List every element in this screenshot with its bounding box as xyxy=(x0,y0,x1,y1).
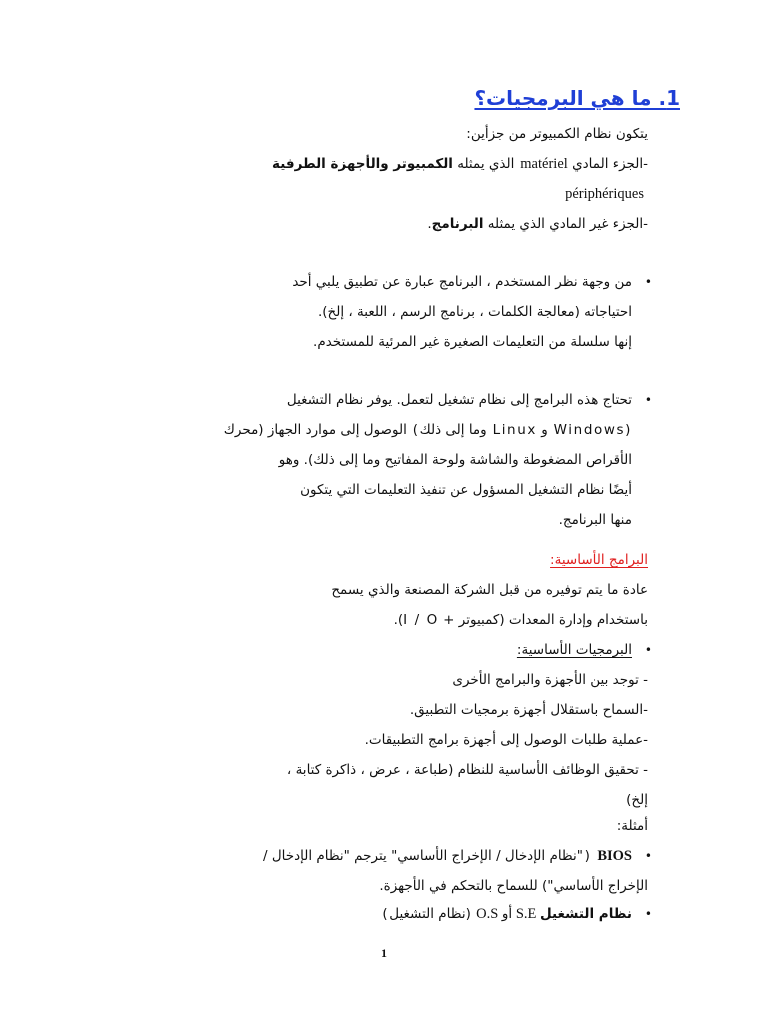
ex1-text: ("نظام الإدخال / الإخراج الأساسي" يترجم "نظام الإدخال / xyxy=(262,848,598,864)
para1-line2: احتياجاته (معالجة الكلمات ، برنامج الرسم ، اللعبة ، إلخ). xyxy=(317,304,632,320)
ex1-line1 xyxy=(96,846,632,866)
ex1-line2: الإخراج الأساسي") للسماح بالتحكم في الأجهزة. xyxy=(379,878,648,894)
para1-line3: إنها سلسلة من التعليمات الصغيرة غير المرئية للمستخدم. xyxy=(313,334,632,350)
sub-bullet: • xyxy=(644,643,652,657)
para2-bullet: • xyxy=(644,393,652,407)
part1-prefix: -الجزء المادي xyxy=(567,156,648,172)
part1-latin-line xyxy=(96,184,644,204)
item1: - توجد بين الأجهزة والبرامج الأخرى xyxy=(452,672,648,688)
basic-line1: عادة ما يتم توفيره من قبل الشركة المصنعة والذي يسمح xyxy=(331,582,648,598)
part2-line xyxy=(96,214,648,234)
part1-bold: الكمبيوتر والأجهزة الطرفية xyxy=(272,156,453,172)
part2-prefix: -الجزء غير المادي الذي يمثله xyxy=(483,216,648,232)
part1-line xyxy=(96,154,648,174)
item4a: - تحقيق الوظائف الأساسية للنظام (طباعة ، عرض ، ذاكرة كتابة ، xyxy=(286,762,648,778)
para1-bullet: • xyxy=(644,275,652,289)
examples-label: أمثلة: xyxy=(616,818,648,834)
basic-heading: البرامج الأساسية: xyxy=(550,552,648,568)
page-title: 1. ما هي البرمجيات؟ xyxy=(474,86,680,110)
para2-line5: منها البرنامج. xyxy=(558,512,632,528)
ex2-or: أو xyxy=(501,906,513,922)
para1-line1: من وجهة نظر المستخدم ، البرنامج عبارة عن تطبيق يلبي أحد xyxy=(292,274,632,290)
ex2-line xyxy=(96,904,632,924)
intro-line: يتكون نظام الكمبيوتر من جزأين: xyxy=(466,126,648,142)
item3: -عملية طلبات الوصول إلى أجهزة برامج التطبيقات. xyxy=(364,732,648,748)
para2-line3: الأقراص المضغوطة والشاشة ولوحة المفاتيح وما إلى ذلك). وهو xyxy=(278,452,632,468)
para2-line4: أيضًا نظام التشغيل المسؤول عن تنفيذ التعليمات التي يتكون xyxy=(300,482,632,498)
part2-suffix: . xyxy=(427,216,432,232)
subheading-line xyxy=(96,640,632,660)
ex1-bullet: • xyxy=(644,849,652,863)
part1-latin: matériel xyxy=(520,156,568,172)
item2: -السماح باستقلال أجهزة برمجيات التطبيق. xyxy=(409,702,648,718)
ex2-bullet: • xyxy=(644,907,652,921)
item4b: إلخ) xyxy=(626,792,648,808)
ex2-bold: نظام التشغيل xyxy=(539,906,632,922)
page-number: 1 xyxy=(381,946,387,960)
part1-latin2: périphériques xyxy=(565,186,644,202)
part2-bold: البرنامج xyxy=(431,216,484,232)
subheading: البرمجيات الأساسية: xyxy=(516,642,632,658)
ex2-latin1: S.E xyxy=(512,906,540,922)
ex2-text: (نظام التشغيل) xyxy=(382,906,473,922)
para2-line1: تحتاج هذه البرامج إلى نظام تشغيل لتعمل. يوفر نظام التشغيل xyxy=(286,392,632,408)
part1-mid: الذي يمثله xyxy=(452,156,521,172)
ex2-latin2: O.S xyxy=(472,906,502,922)
basic-line2: باستخدام وإدارة المعدات (كمبيوتر + I / O). xyxy=(393,612,648,628)
ex1-latin: BIOS xyxy=(597,848,632,864)
basic-heading-line xyxy=(96,550,648,570)
para2-line2: (Windows و Linux وما إلى ذلك) الوصول إلى موارد الجهاز (محرك xyxy=(223,422,632,438)
